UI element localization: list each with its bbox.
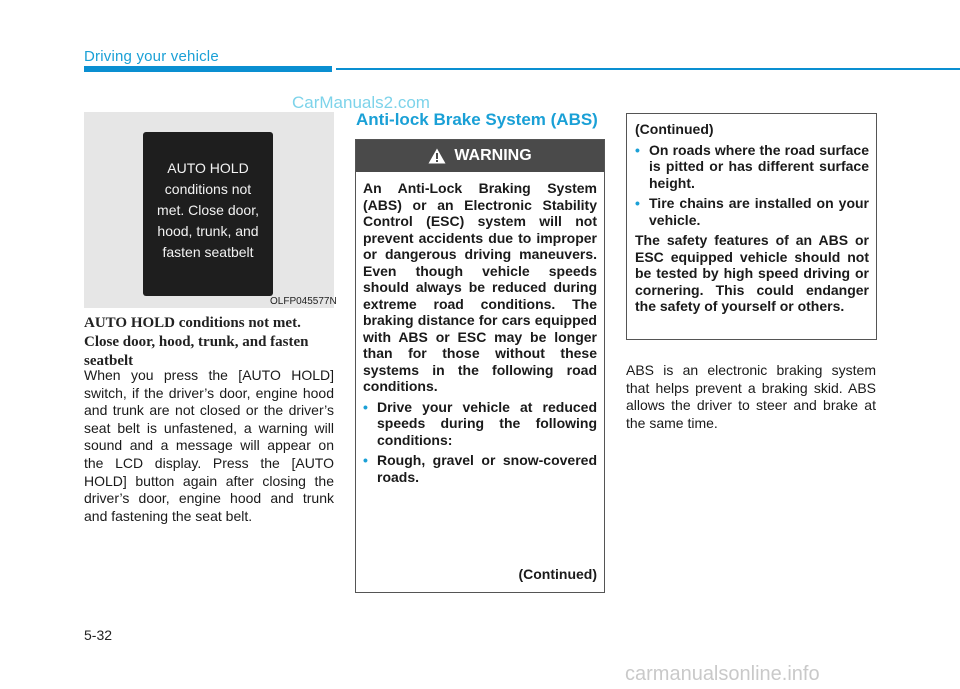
bullet-dot-icon: • (635, 141, 640, 158)
continued-warning-body (635, 121, 869, 315)
abs-description: ABS is an electronic braking system that helps prevent a braking skid. ABS allows the driver to steer and brake at the same time. (626, 362, 876, 431)
auto-hold-heading: AUTO HOLD conditions not met. Close door, hood, trunk, and fasten seatbelt (84, 315, 309, 369)
watermark-top[interactable]: CarManuals2.com (292, 93, 430, 112)
lcd-line: AUTO HOLD (167, 160, 249, 176)
list-item (635, 195, 869, 228)
bullet-text: Rough, gravel or snow-covered roads. (377, 452, 597, 485)
bullet-dot-icon: • (363, 398, 368, 415)
auto-hold-body: When you press the [AUTO HOLD] switch, if the driver’s door, engine hood and trunk are not closed or the driver’s seat belt is unfastened, a warning will sound and a message will appear on the LCD display. Press the [AUTO HOLD] button again after closing the driver’s door, engine hood and trunk and fastening the seat belt. (84, 367, 334, 524)
list-item (363, 452, 597, 485)
continued-label: (Continued) (635, 121, 714, 137)
bullet-text: Tire chains are installed on your vehicle. (649, 195, 869, 228)
warning-header (356, 140, 604, 172)
lcd-line: met. Close door, (157, 202, 259, 218)
header-rule-thin (336, 68, 960, 70)
warning-body (363, 180, 597, 485)
bullet-dot-icon: • (363, 452, 368, 468)
header-rule-thick (84, 66, 332, 72)
bullet-text: On roads where the road surface is pitted or has different surface height. (649, 141, 869, 191)
warning-text: An Anti-Lock Braking System (ABS) or an Electronic Stability Control (ESC) system will not prevent accidents due to improper or dangerous driving maneuvers. Even though vehicle speeds should always be reduced during extreme road conditions. The braking distance for cars equipped with ABS or ESC may be longer than for those without these systems in the following road conditions. (363, 180, 597, 394)
lcd-line: hood, trunk, and (157, 223, 259, 239)
warning-label: WARNING (454, 147, 532, 164)
warning-continued: (Continued) (518, 566, 597, 582)
abs-title: Anti-lock Brake System (ABS) (356, 110, 598, 129)
warning-bullets (363, 399, 597, 486)
list-item (635, 142, 869, 192)
warning-triangle-icon (428, 148, 446, 164)
page-number: 5-32 (84, 627, 113, 643)
watermark-bottom[interactable]: carmanualsonline.info (625, 663, 820, 685)
continued-bullets (635, 142, 869, 229)
continued-text: The safety features of an ABS or ESC equipped vehicle should not be tested by high speed driving or cornering. This could endanger the safety of yourself or others. (635, 232, 869, 314)
lcd-display (143, 132, 273, 296)
section-title: Driving your vehicle (84, 48, 219, 65)
figure-code: OLFP045577N (270, 296, 337, 307)
list-item (363, 399, 597, 449)
bullet-dot-icon: • (635, 195, 640, 211)
bullet-text: Drive your vehicle at reduced speeds during the following conditions: (377, 398, 597, 448)
lcd-line: fasten seatbelt (162, 244, 254, 260)
lcd-line: conditions not (164, 181, 252, 197)
